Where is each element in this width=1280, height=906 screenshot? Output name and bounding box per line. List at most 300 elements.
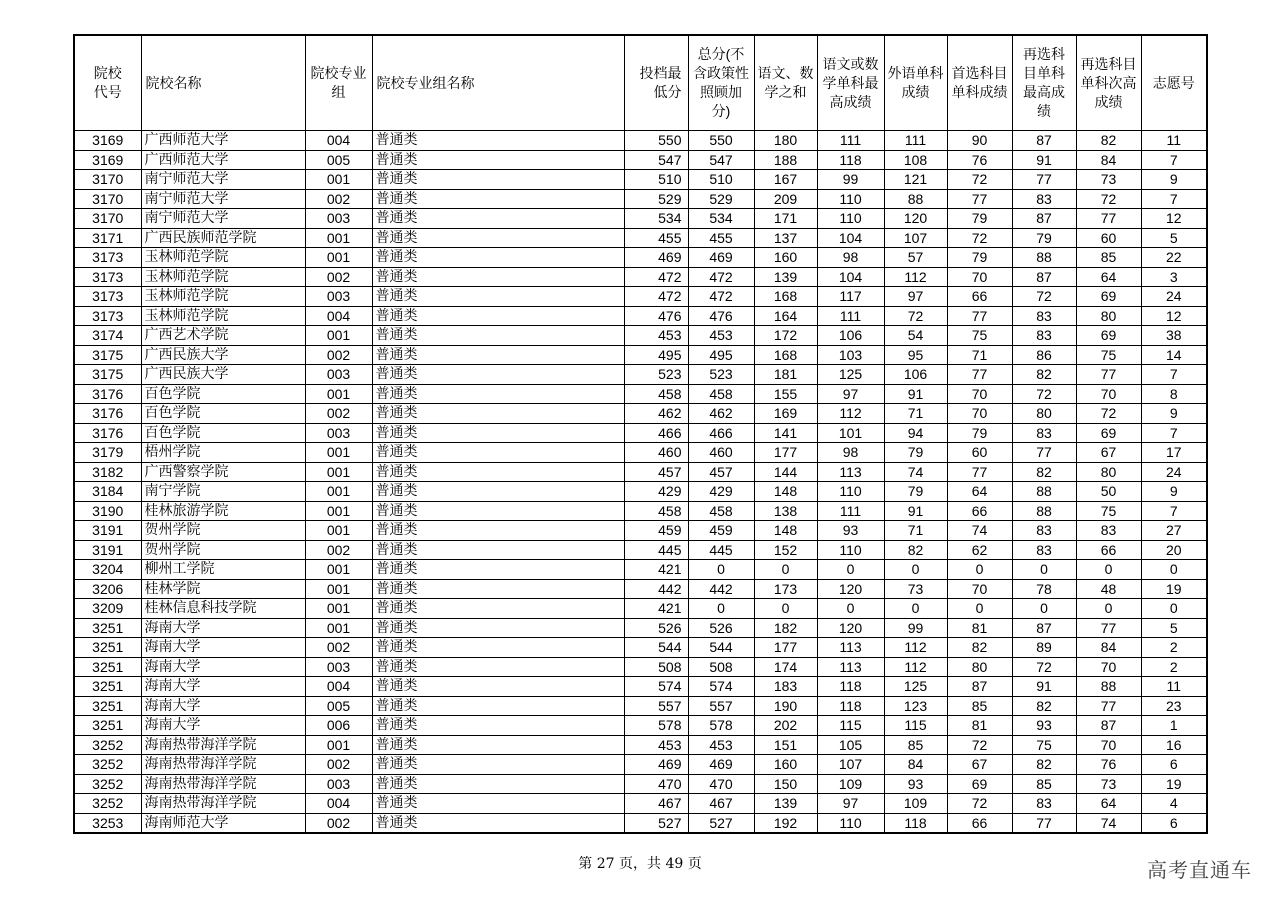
table-row	[74, 696, 1207, 716]
header-group-name: 院校专业组名称	[372, 35, 624, 131]
cell-foreign: 115	[884, 716, 947, 736]
cell-cn-math: 144	[754, 462, 817, 482]
cell-group-code: 002	[305, 345, 372, 365]
cell-group-code: 002	[305, 638, 372, 658]
table-row	[74, 462, 1207, 482]
cell-cn-math: 169	[754, 404, 817, 424]
cell-cn-math: 183	[754, 677, 817, 697]
cell-cn-math: 152	[754, 540, 817, 560]
cell-name: 玉林师范学院	[141, 287, 305, 307]
cell-first-subject: 76	[947, 150, 1012, 170]
cell-min-score: 523	[624, 365, 688, 385]
cell-resel-second: 74	[1076, 813, 1141, 833]
table-row	[74, 755, 1207, 775]
cell-min-score: 544	[624, 638, 688, 658]
cell-name: 海南大学	[141, 638, 305, 658]
cell-wish: 9	[1141, 170, 1207, 190]
table-row	[74, 540, 1207, 560]
table-row	[74, 813, 1207, 833]
cell-resel-second: 77	[1076, 209, 1141, 229]
cell-name: 海南师范大学	[141, 813, 305, 833]
cell-first-subject: 71	[947, 345, 1012, 365]
cell-min-score: 527	[624, 813, 688, 833]
cell-code: 3191	[74, 540, 141, 560]
cell-cn-math-max: 113	[817, 462, 884, 482]
cell-resel-max: 87	[1012, 209, 1076, 229]
cell-resel-max: 77	[1012, 170, 1076, 190]
cell-cn-math: 171	[754, 209, 817, 229]
cell-group-code: 003	[305, 209, 372, 229]
cell-group-code: 001	[305, 599, 372, 619]
cell-wish: 6	[1141, 813, 1207, 833]
cell-wish: 38	[1141, 326, 1207, 346]
cell-foreign: 112	[884, 638, 947, 658]
cell-resel-second: 70	[1076, 735, 1141, 755]
cell-resel-second: 60	[1076, 228, 1141, 248]
cell-resel-max: 78	[1012, 579, 1076, 599]
cell-group-name: 普通类	[372, 618, 624, 638]
cell-code: 3209	[74, 599, 141, 619]
cell-group-name: 普通类	[372, 482, 624, 502]
cell-resel-max: 86	[1012, 345, 1076, 365]
cell-wish: 20	[1141, 540, 1207, 560]
cell-first-subject: 70	[947, 579, 1012, 599]
header-name: 院校名称	[141, 35, 305, 131]
cell-min-score: 510	[624, 170, 688, 190]
cell-foreign: 106	[884, 365, 947, 385]
cell-cn-math-max: 98	[817, 443, 884, 463]
cell-min-score: 495	[624, 345, 688, 365]
header-cn-math: 语文、数学之和	[754, 35, 817, 131]
cell-cn-math-max: 98	[817, 248, 884, 268]
cell-total: 547	[688, 150, 754, 170]
cell-name: 桂林旅游学院	[141, 501, 305, 521]
cell-group-name: 普通类	[372, 443, 624, 463]
cell-group-code: 001	[305, 735, 372, 755]
cell-resel-max: 83	[1012, 794, 1076, 814]
cell-foreign: 94	[884, 423, 947, 443]
table-row	[74, 189, 1207, 209]
cell-name: 广西师范大学	[141, 131, 305, 151]
cell-resel-second: 0	[1076, 599, 1141, 619]
table-row	[74, 170, 1207, 190]
cell-code: 3175	[74, 345, 141, 365]
cell-cn-math: 190	[754, 696, 817, 716]
cell-resel-second: 77	[1076, 365, 1141, 385]
cell-resel-max: 93	[1012, 716, 1076, 736]
cell-min-score: 458	[624, 501, 688, 521]
cell-first-subject: 72	[947, 170, 1012, 190]
cell-first-subject: 72	[947, 228, 1012, 248]
cell-cn-math-max: 97	[817, 384, 884, 404]
cell-name: 广西民族师范学院	[141, 228, 305, 248]
cell-min-score: 421	[624, 560, 688, 580]
cell-cn-math-max: 0	[817, 560, 884, 580]
cell-code: 3173	[74, 248, 141, 268]
cell-total: 534	[688, 209, 754, 229]
cell-min-score: 466	[624, 423, 688, 443]
cell-min-score: 469	[624, 755, 688, 775]
cell-group-code: 002	[305, 267, 372, 287]
cell-resel-max: 72	[1012, 657, 1076, 677]
cell-resel-max: 91	[1012, 677, 1076, 697]
cell-min-score: 442	[624, 579, 688, 599]
table-row	[74, 716, 1207, 736]
cell-resel-second: 73	[1076, 774, 1141, 794]
cell-code: 3170	[74, 170, 141, 190]
header-foreign: 外语单科成绩	[884, 35, 947, 131]
table-row	[74, 150, 1207, 170]
cell-wish: 7	[1141, 189, 1207, 209]
cell-name: 海南大学	[141, 716, 305, 736]
cell-total: 453	[688, 326, 754, 346]
cell-cn-math: 148	[754, 521, 817, 541]
cell-foreign: 0	[884, 560, 947, 580]
cell-min-score: 472	[624, 287, 688, 307]
table-row	[74, 365, 1207, 385]
cell-name: 南宁师范大学	[141, 189, 305, 209]
cell-name: 桂林学院	[141, 579, 305, 599]
cell-cn-math: 181	[754, 365, 817, 385]
cell-foreign: 112	[884, 267, 947, 287]
cell-first-subject: 85	[947, 696, 1012, 716]
cell-cn-math: 172	[754, 326, 817, 346]
cell-cn-math: 202	[754, 716, 817, 736]
cell-total: 495	[688, 345, 754, 365]
cell-resel-second: 83	[1076, 521, 1141, 541]
cell-wish: 2	[1141, 638, 1207, 658]
cell-cn-math-max: 110	[817, 209, 884, 229]
cell-resel-max: 72	[1012, 384, 1076, 404]
cell-group-name: 普通类	[372, 716, 624, 736]
cell-foreign: 85	[884, 735, 947, 755]
cell-foreign: 79	[884, 443, 947, 463]
cell-cn-math: 173	[754, 579, 817, 599]
cell-min-score: 453	[624, 735, 688, 755]
cell-cn-math-max: 110	[817, 482, 884, 502]
cell-first-subject: 0	[947, 560, 1012, 580]
cell-total: 459	[688, 521, 754, 541]
cell-foreign: 93	[884, 774, 947, 794]
table-row	[74, 248, 1207, 268]
cell-group-code: 001	[305, 618, 372, 638]
header-group-code: 院校专业组	[305, 35, 372, 131]
cell-name: 南宁师范大学	[141, 209, 305, 229]
cell-group-code: 003	[305, 657, 372, 677]
cell-name: 玉林师范学院	[141, 306, 305, 326]
table-row	[74, 560, 1207, 580]
cell-min-score: 445	[624, 540, 688, 560]
table-row	[74, 384, 1207, 404]
cell-foreign: 91	[884, 501, 947, 521]
cell-cn-math: 177	[754, 443, 817, 463]
header-first-subject: 首选科目单科成绩	[947, 35, 1012, 131]
table-row	[74, 657, 1207, 677]
cell-wish: 3	[1141, 267, 1207, 287]
cell-resel-second: 70	[1076, 657, 1141, 677]
cell-cn-math-max: 118	[817, 150, 884, 170]
cell-resel-second: 77	[1076, 618, 1141, 638]
cell-min-score: 462	[624, 404, 688, 424]
cell-cn-math: 180	[754, 131, 817, 151]
cell-foreign: 121	[884, 170, 947, 190]
cell-cn-math: 182	[754, 618, 817, 638]
cell-cn-math-max: 105	[817, 735, 884, 755]
cell-resel-second: 48	[1076, 579, 1141, 599]
cell-total: 470	[688, 774, 754, 794]
cell-wish: 23	[1141, 696, 1207, 716]
cell-code: 3170	[74, 209, 141, 229]
cell-foreign: 88	[884, 189, 947, 209]
cell-resel-second: 75	[1076, 501, 1141, 521]
cell-group-name: 普通类	[372, 638, 624, 658]
cell-resel-max: 87	[1012, 267, 1076, 287]
cell-wish: 17	[1141, 443, 1207, 463]
cell-name: 玉林师范学院	[141, 267, 305, 287]
cell-group-name: 普通类	[372, 755, 624, 775]
cell-wish: 9	[1141, 482, 1207, 502]
cell-resel-second: 67	[1076, 443, 1141, 463]
cell-code: 3176	[74, 404, 141, 424]
cell-resel-second: 66	[1076, 540, 1141, 560]
cell-resel-max: 72	[1012, 287, 1076, 307]
cell-code: 3204	[74, 560, 141, 580]
cell-total: 0	[688, 599, 754, 619]
cell-wish: 6	[1141, 755, 1207, 775]
cell-resel-max: 83	[1012, 423, 1076, 443]
table-row	[74, 423, 1207, 443]
cell-foreign: 97	[884, 287, 947, 307]
cell-total: 469	[688, 248, 754, 268]
cell-foreign: 111	[884, 131, 947, 151]
cell-first-subject: 62	[947, 540, 1012, 560]
cell-cn-math: 177	[754, 638, 817, 658]
cell-code: 3170	[74, 189, 141, 209]
cell-min-score: 550	[624, 131, 688, 151]
cell-cn-math-max: 107	[817, 755, 884, 775]
cell-wish: 27	[1141, 521, 1207, 541]
cell-resel-max: 88	[1012, 248, 1076, 268]
cell-cn-math: 192	[754, 813, 817, 833]
table-row	[74, 521, 1207, 541]
cell-first-subject: 66	[947, 813, 1012, 833]
cell-first-subject: 66	[947, 501, 1012, 521]
cell-group-code: 005	[305, 696, 372, 716]
cell-total: 574	[688, 677, 754, 697]
cell-name: 广西警察学院	[141, 462, 305, 482]
cell-resel-second: 75	[1076, 345, 1141, 365]
cell-cn-math-max: 125	[817, 365, 884, 385]
cell-name: 柳州工学院	[141, 560, 305, 580]
cell-name: 广西师范大学	[141, 150, 305, 170]
cell-foreign: 71	[884, 404, 947, 424]
cell-total: 526	[688, 618, 754, 638]
cell-wish: 16	[1141, 735, 1207, 755]
cell-first-subject: 69	[947, 774, 1012, 794]
cell-group-name: 普通类	[372, 813, 624, 833]
cell-group-code: 001	[305, 521, 372, 541]
cell-code: 3173	[74, 287, 141, 307]
cell-first-subject: 0	[947, 599, 1012, 619]
cell-first-subject: 66	[947, 287, 1012, 307]
cell-name: 广西民族大学	[141, 345, 305, 365]
cell-code: 3252	[74, 755, 141, 775]
cell-resel-second: 64	[1076, 267, 1141, 287]
table-row	[74, 599, 1207, 619]
cell-code: 3206	[74, 579, 141, 599]
cell-resel-max: 83	[1012, 540, 1076, 560]
cell-wish: 7	[1141, 365, 1207, 385]
cell-code: 3174	[74, 326, 141, 346]
cell-foreign: 72	[884, 306, 947, 326]
cell-first-subject: 77	[947, 306, 1012, 326]
cell-group-code: 002	[305, 540, 372, 560]
cell-first-subject: 72	[947, 794, 1012, 814]
cell-code: 3252	[74, 774, 141, 794]
table-row	[74, 131, 1207, 151]
cell-code: 3251	[74, 657, 141, 677]
cell-min-score: 429	[624, 482, 688, 502]
cell-resel-max: 82	[1012, 365, 1076, 385]
cell-foreign: 108	[884, 150, 947, 170]
cell-group-code: 002	[305, 813, 372, 833]
header-cn-math-max: 语文或数学单科最高成绩	[817, 35, 884, 131]
cell-cn-math: 164	[754, 306, 817, 326]
cell-foreign: 120	[884, 209, 947, 229]
cell-foreign: 91	[884, 384, 947, 404]
cell-cn-math-max: 115	[817, 716, 884, 736]
cell-first-subject: 87	[947, 677, 1012, 697]
cell-name: 海南热带海洋学院	[141, 755, 305, 775]
cell-code: 3175	[74, 365, 141, 385]
table-row	[74, 345, 1207, 365]
cell-group-name: 普通类	[372, 209, 624, 229]
cell-cn-math: 160	[754, 248, 817, 268]
cell-total: 523	[688, 365, 754, 385]
cell-resel-second: 76	[1076, 755, 1141, 775]
table-row	[74, 482, 1207, 502]
cell-code: 3251	[74, 677, 141, 697]
cell-group-code: 003	[305, 774, 372, 794]
cell-code: 3171	[74, 228, 141, 248]
table-body	[74, 131, 1207, 834]
cell-group-code: 001	[305, 326, 372, 346]
cell-wish: 4	[1141, 794, 1207, 814]
cell-group-name: 普通类	[372, 521, 624, 541]
cell-foreign: 125	[884, 677, 947, 697]
cell-min-score: 455	[624, 228, 688, 248]
header-total: 总分(不含政策性照顾加分)	[688, 35, 754, 131]
cell-group-name: 普通类	[372, 423, 624, 443]
cell-cn-math: 168	[754, 287, 817, 307]
cell-name: 玉林师范学院	[141, 248, 305, 268]
cell-first-subject: 79	[947, 423, 1012, 443]
table-row	[74, 228, 1207, 248]
cell-min-score: 469	[624, 248, 688, 268]
watermark-text: 高考直通车	[1147, 858, 1252, 882]
cell-cn-math-max: 110	[817, 189, 884, 209]
cell-cn-math-max: 109	[817, 774, 884, 794]
cell-total: 429	[688, 482, 754, 502]
cell-code: 3173	[74, 306, 141, 326]
cell-name: 海南热带海洋学院	[141, 735, 305, 755]
cell-foreign: 73	[884, 579, 947, 599]
cell-total: 445	[688, 540, 754, 560]
cell-first-subject: 81	[947, 716, 1012, 736]
cell-cn-math: 167	[754, 170, 817, 190]
cell-foreign: 54	[884, 326, 947, 346]
cell-total: 458	[688, 384, 754, 404]
cell-cn-math: 0	[754, 599, 817, 619]
cell-group-code: 006	[305, 716, 372, 736]
cell-min-score: 476	[624, 306, 688, 326]
cell-resel-max: 77	[1012, 813, 1076, 833]
cell-name: 贺州学院	[141, 521, 305, 541]
cell-min-score: 470	[624, 774, 688, 794]
cell-first-subject: 80	[947, 657, 1012, 677]
cell-min-score: 529	[624, 189, 688, 209]
cell-cn-math-max: 120	[817, 579, 884, 599]
cell-resel-second: 69	[1076, 287, 1141, 307]
table-header	[74, 35, 1207, 131]
cell-name: 广西艺术学院	[141, 326, 305, 346]
cell-group-name: 普通类	[372, 735, 624, 755]
cell-total: 453	[688, 735, 754, 755]
cell-wish: 22	[1141, 248, 1207, 268]
cell-total: 0	[688, 560, 754, 580]
cell-wish: 11	[1141, 131, 1207, 151]
cell-min-score: 534	[624, 209, 688, 229]
cell-min-score: 453	[624, 326, 688, 346]
cell-code: 3169	[74, 131, 141, 151]
cell-resel-max: 83	[1012, 189, 1076, 209]
cell-code: 3176	[74, 384, 141, 404]
table-row	[74, 287, 1207, 307]
cell-group-code: 001	[305, 443, 372, 463]
cell-resel-max: 77	[1012, 443, 1076, 463]
cell-group-name: 普通类	[372, 384, 624, 404]
cell-group-name: 普通类	[372, 267, 624, 287]
cell-wish: 12	[1141, 306, 1207, 326]
cell-group-code: 005	[305, 150, 372, 170]
cell-first-subject: 77	[947, 462, 1012, 482]
cell-cn-math: 168	[754, 345, 817, 365]
cell-code: 3176	[74, 423, 141, 443]
cell-group-name: 普通类	[372, 677, 624, 697]
cell-name: 贺州学院	[141, 540, 305, 560]
cell-code: 3251	[74, 618, 141, 638]
cell-resel-second: 84	[1076, 150, 1141, 170]
cell-code: 3173	[74, 267, 141, 287]
cell-cn-math-max: 118	[817, 696, 884, 716]
cell-resel-second: 87	[1076, 716, 1141, 736]
cell-name: 海南热带海洋学院	[141, 774, 305, 794]
cell-wish: 24	[1141, 287, 1207, 307]
cell-foreign: 112	[884, 657, 947, 677]
cell-min-score: 547	[624, 150, 688, 170]
cell-min-score: 457	[624, 462, 688, 482]
cell-total: 460	[688, 443, 754, 463]
cell-total: 529	[688, 189, 754, 209]
cell-resel-second: 69	[1076, 326, 1141, 346]
cell-code: 3179	[74, 443, 141, 463]
cell-resel-second: 73	[1076, 170, 1141, 190]
cell-total: 455	[688, 228, 754, 248]
cell-group-code: 002	[305, 189, 372, 209]
cell-first-subject: 81	[947, 618, 1012, 638]
header-code: 院校代号	[74, 35, 141, 131]
cell-total: 457	[688, 462, 754, 482]
